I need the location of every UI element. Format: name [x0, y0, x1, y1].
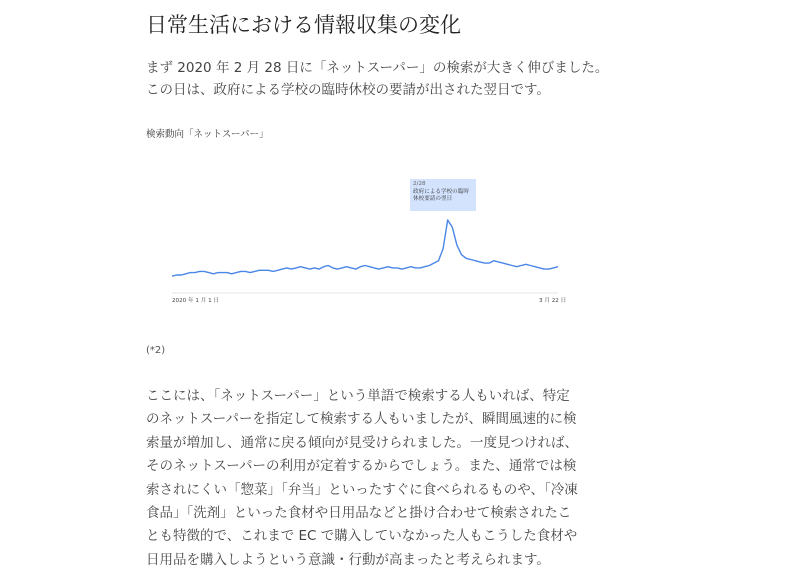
chart-canvas	[160, 175, 580, 310]
x-tick-start: 2020 年 1 月 1 日	[172, 298, 220, 304]
series-points	[172, 220, 559, 277]
chart-annotation	[410, 179, 476, 211]
page-title: 日常生活における情報収集の変化	[146, 13, 461, 37]
annotation-text: 政府による学校の臨時休校要請の翌日	[413, 188, 469, 202]
footnote-marker: (*2)	[146, 345, 166, 356]
search-trend-chart	[160, 175, 580, 310]
x-tick-end: 3 月 22 日	[539, 298, 567, 304]
body-paragraph: ここには、「ネットスーパー」という単語で検索する人もいれば、特定のネットスーパーを指定して検索する人もいましたが、瞬間風速的に検索量が増加し、通常に戻る傾向が見受けられました。一度見つければ、そのネットスーパーの利用が定着するからでしょう。また、通常では検索されにくい「惣菜」「弁当」といったすぐに食べられるものや、「冷凍食品」「洗剤」といった食材や日用品などと掛け合わせて検索されたことも特徴的で、これまで EC で購入していなかった人もこうした食材や日用品を購入しようという意識・行動が高まったと考えられます。	[146, 388, 578, 568]
chart-title: 検索動向「ネットスーパー」	[146, 129, 269, 140]
annotation-date: 2/28	[413, 181, 426, 187]
series-line	[172, 220, 558, 276]
intro-paragraph: まず 2020 年 2 月 28 日に「ネットスーパー」の検索が大きく伸びました。 この日は、政府による学校の臨時休校の要請が出された翌日です。	[146, 60, 609, 98]
